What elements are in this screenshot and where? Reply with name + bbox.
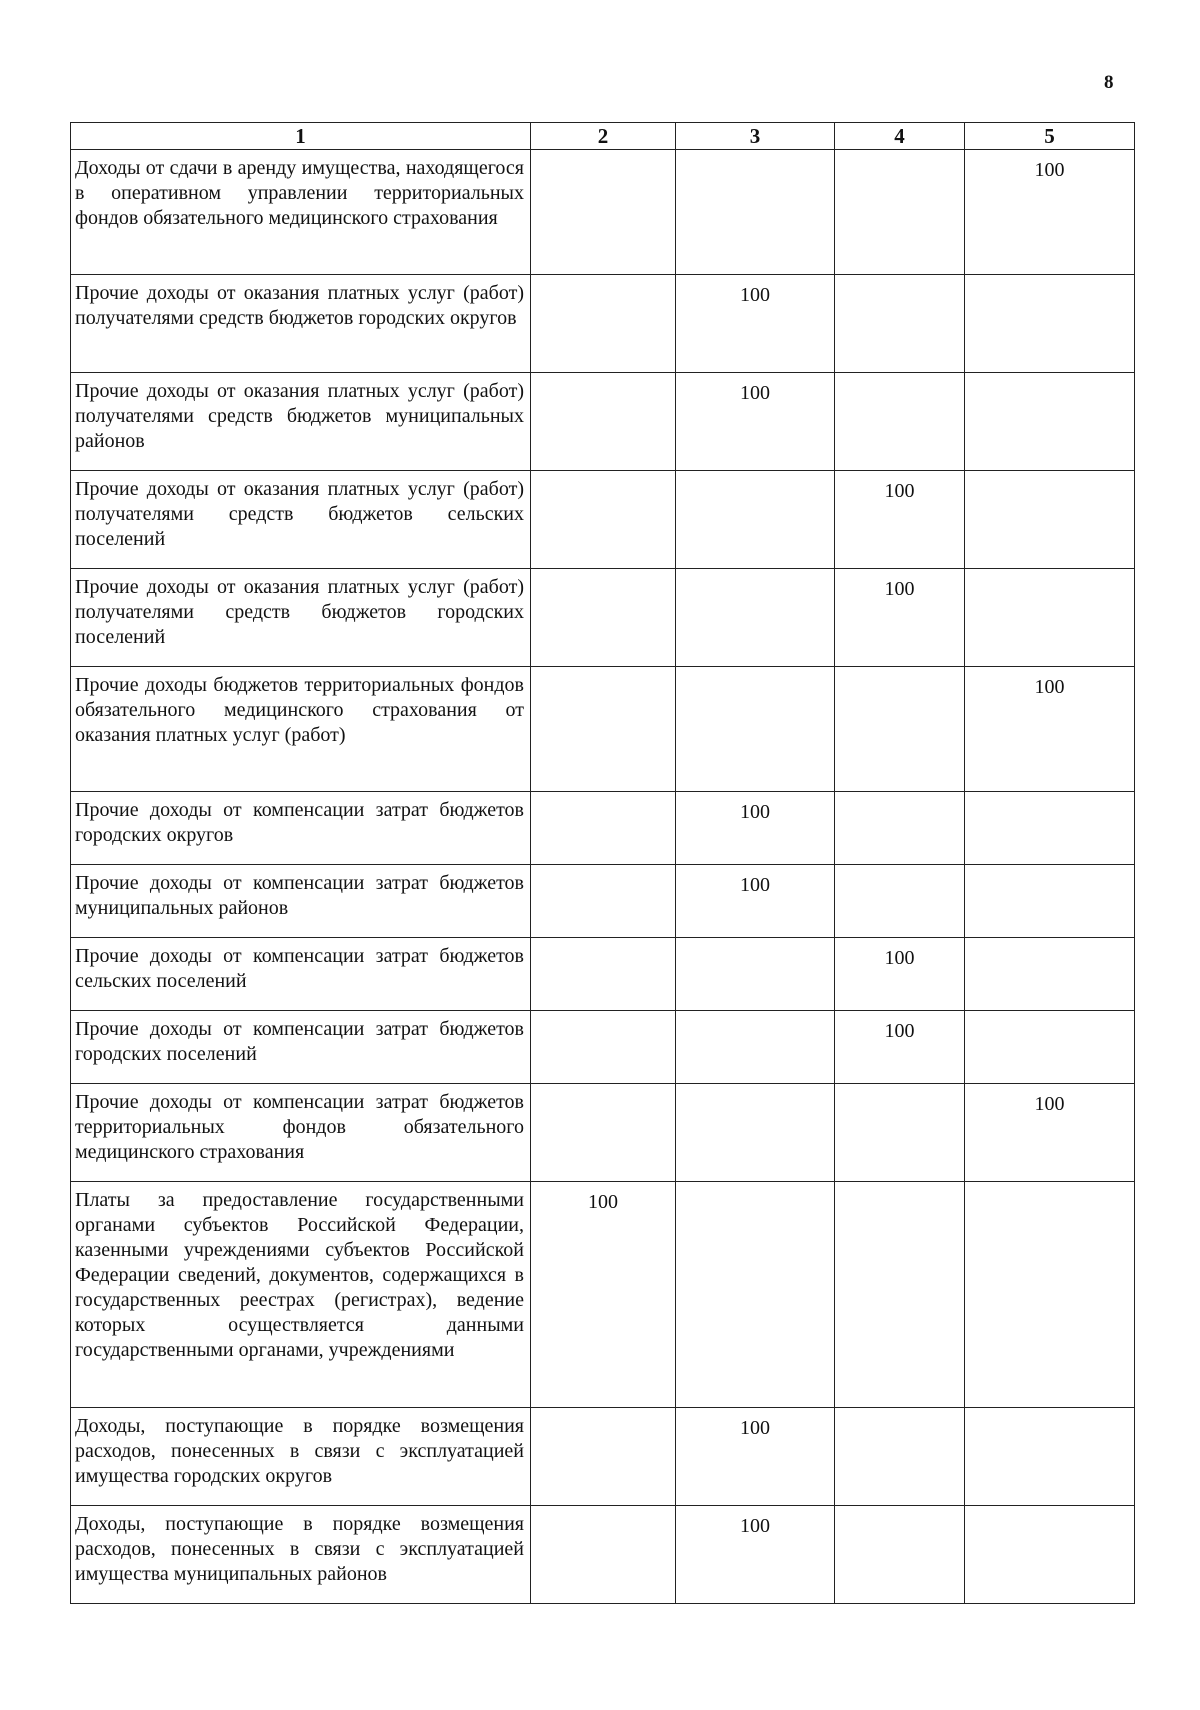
row-description: Прочие доходы от оказания платных услуг (работ) получателями средств бюджетов городских поселений [71,569,531,667]
cell-col-4 [835,865,965,938]
cell-col-3: 100 [676,1506,835,1604]
cell-col-3: 100 [676,792,835,865]
table-row [71,1182,1135,1408]
cell-col-3: 100 [676,373,835,471]
column-header-1: 1 [71,123,531,150]
cell-col-5 [965,471,1135,569]
cell-col-2 [531,865,676,938]
cell-col-2 [531,792,676,865]
cell-col-5 [965,792,1135,865]
cell-col-2 [531,569,676,667]
cell-col-3 [676,1182,835,1408]
cell-col-5 [965,275,1135,373]
table-header-row [71,123,1135,150]
cell-col-2 [531,373,676,471]
cell-col-4: 100 [835,471,965,569]
cell-col-4: 100 [835,569,965,667]
row-description: Прочие доходы от оказания платных услуг (работ) получателями средств бюджетов городских округов [71,275,531,373]
cell-col-4 [835,373,965,471]
table-row [71,1408,1135,1506]
cell-col-3: 100 [676,275,835,373]
cell-col-3 [676,471,835,569]
table-row [71,150,1135,275]
cell-col-4 [835,792,965,865]
cell-col-3 [676,1084,835,1182]
cell-col-4 [835,275,965,373]
cell-col-5 [965,1506,1135,1604]
cell-col-2 [531,275,676,373]
column-header-3: 3 [676,123,835,150]
table-row [71,938,1135,1011]
table-row [71,865,1135,938]
cell-col-3 [676,667,835,792]
cell-col-2 [531,938,676,1011]
cell-col-5 [965,1011,1135,1084]
cell-col-3: 100 [676,1408,835,1506]
row-description: Прочие доходы от оказания платных услуг (работ) получателями средств бюджетов сельских поселений [71,471,531,569]
cell-col-5: 100 [965,667,1135,792]
revenue-distribution-table [70,122,1135,1604]
cell-col-3: 100 [676,865,835,938]
cell-col-2 [531,1408,676,1506]
table-row [71,1084,1135,1182]
cell-col-4 [835,150,965,275]
cell-col-4 [835,1408,965,1506]
cell-col-5: 100 [965,150,1135,275]
cell-col-3 [676,938,835,1011]
table-row [71,667,1135,792]
cell-col-5 [965,938,1135,1011]
cell-col-4 [835,1182,965,1408]
cell-col-3 [676,1011,835,1084]
row-description: Прочие доходы от компенсации затрат бюджетов территориальных фондов обязательного медицинского страхования [71,1084,531,1182]
table-row [71,1011,1135,1084]
cell-col-4 [835,1084,965,1182]
cell-col-3 [676,569,835,667]
cell-col-5 [965,865,1135,938]
row-description: Прочие доходы от компенсации затрат бюджетов сельских поселений [71,938,531,1011]
cell-col-3 [676,150,835,275]
cell-col-4 [835,667,965,792]
table-row [71,569,1135,667]
column-header-4: 4 [835,123,965,150]
cell-col-4: 100 [835,938,965,1011]
column-header-5: 5 [965,123,1135,150]
table-row [71,792,1135,865]
column-header-2: 2 [531,123,676,150]
page-number: 8 [1104,72,1114,93]
cell-col-2 [531,1011,676,1084]
table-row [71,275,1135,373]
table-row [71,471,1135,569]
row-description: Прочие доходы бюджетов территориальных фондов обязательного медицинского страхования от оказания платных услуг (работ) [71,667,531,792]
cell-col-2 [531,471,676,569]
cell-col-2: 100 [531,1182,676,1408]
cell-col-5: 100 [965,1084,1135,1182]
cell-col-2 [531,667,676,792]
cell-col-5 [965,373,1135,471]
cell-col-4: 100 [835,1011,965,1084]
cell-col-5 [965,569,1135,667]
row-description: Прочие доходы от оказания платных услуг (работ) получателями средств бюджетов муниципальных районов [71,373,531,471]
row-description: Прочие доходы от компенсации затрат бюджетов муниципальных районов [71,865,531,938]
table-row [71,373,1135,471]
row-description: Доходы, поступающие в порядке возмещения расходов, понесенных в связи с эксплуатацией имущества муниципальных районов [71,1506,531,1604]
cell-col-5 [965,1182,1135,1408]
row-description: Прочие доходы от компенсации затрат бюджетов городских округов [71,792,531,865]
cell-col-2 [531,1084,676,1182]
row-description: Прочие доходы от компенсации затрат бюджетов городских поселений [71,1011,531,1084]
row-description: Платы за предоставление государственными органами субъектов Российской Федерации, казенными учреждениями субъектов Российской Федерации сведений, документов, содержащихся в государственных реестрах (регистрах), ведение которых осуществляется данными государственными органами, учреждениями [71,1182,531,1408]
row-description: Доходы, поступающие в порядке возмещения расходов, понесенных в связи с эксплуатацией имущества городских округов [71,1408,531,1506]
cell-col-2 [531,150,676,275]
cell-col-2 [531,1506,676,1604]
cell-col-4 [835,1506,965,1604]
row-description: Доходы от сдачи в аренду имущества, находящегося в оперативном управлении территориальных фондов обязательного медицинского страхования [71,150,531,275]
table-row [71,1506,1135,1604]
cell-col-5 [965,1408,1135,1506]
